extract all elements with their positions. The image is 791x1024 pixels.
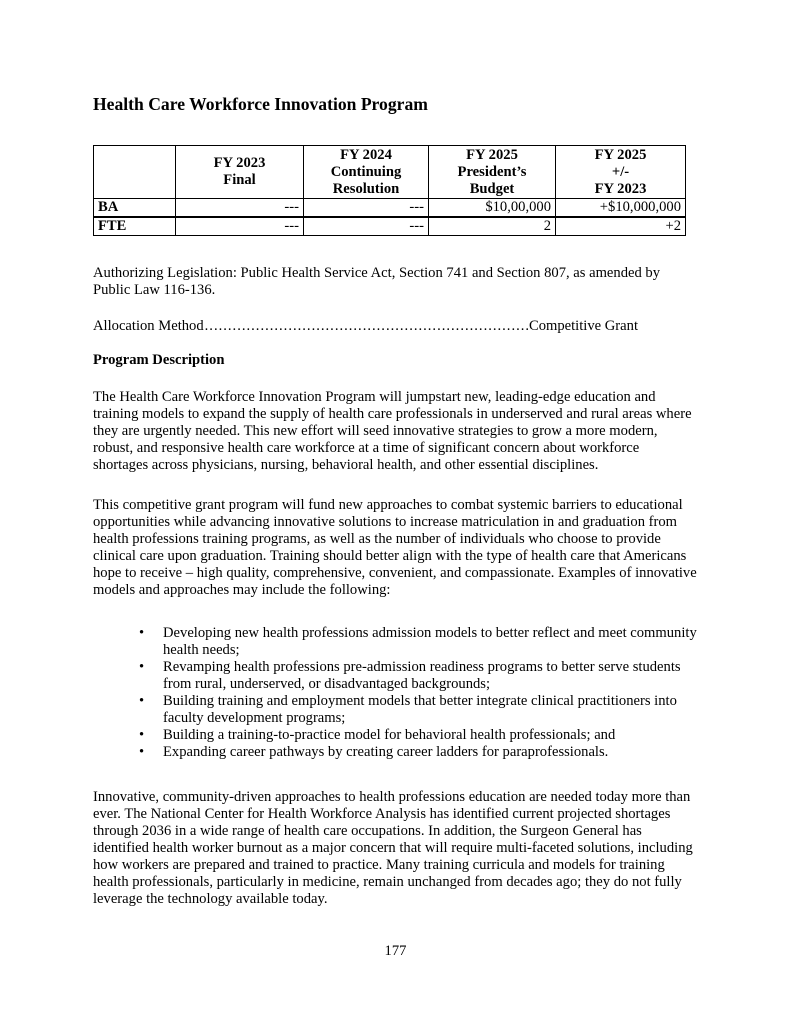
list-item — [139, 625, 699, 659]
table-header-corner — [94, 146, 176, 199]
list-item-text: Revamping health professions pre-admission readiness programs to better serve students from rural, underserved, or disadvantaged backgrounds; — [163, 659, 681, 692]
budget-table — [93, 145, 686, 236]
row-label: BA — [94, 199, 176, 218]
paragraph: The Health Care Workforce Innovation Program will jumpstart new, leading-edge education and training models to expand the supply of health care professionals in underserved and rural areas where they are urgently needed. This new effort will seed innovative strategies to grow a more modern, robust, and responsive health care workforce at a time of significant concern about workforce shortages across physicians, nursing, behavioral health, and other essential disciplines. — [93, 389, 692, 473]
list-item-text: Building training and employment models that better integrate clinical practitioners into faculty development programs; — [163, 693, 677, 726]
list-item — [139, 659, 699, 693]
table-cell: --- — [176, 199, 304, 218]
paragraph: This competitive grant program will fund new approaches to combat systemic barriers to educational opportunities while advancing innovative solutions to increase matriculation in and graduation from health professions training programs, as well as the number of individuals who choose to provide clinical care upon graduation. Training should better align with the type of health care that Americans hope to receive – high quality, comprehensive, convenient, and compassionate. Examples of innovative models and approaches may include the following: — [93, 497, 697, 598]
page-number: 177 — [384, 943, 407, 959]
bullet-icon: • — [139, 744, 145, 760]
table-row-ba — [94, 199, 686, 218]
allocation-label: Allocation Method — [93, 318, 204, 334]
table-cell: --- — [304, 199, 429, 218]
list-item-text: Building a training-to-practice model for behavioral health professionals; and — [163, 727, 616, 743]
bullet-icon: • — [139, 693, 145, 709]
bullet-icon: • — [139, 727, 145, 743]
table-cell: $10,00,000 — [429, 199, 556, 218]
list-item-text: Developing new health professions admission models to better reflect and meet community health needs; — [163, 625, 697, 658]
column-header-fy2025-pb: FY 2025 President’s Budget — [429, 146, 556, 199]
column-header-fy2024-cr: FY 2024 Continuing Resolution — [304, 146, 429, 199]
table-cell: --- — [304, 217, 429, 236]
column-header-fy2025-change: FY 2025 +/- FY 2023 — [556, 146, 686, 199]
page-title: Health Care Workforce Innovation Program — [93, 94, 428, 114]
list-item-text: Expanding career pathways by creating career ladders for paraprofessionals. — [163, 744, 609, 760]
bullet-list — [139, 625, 699, 761]
table-row-fte — [94, 217, 686, 236]
row-label: FTE — [94, 217, 176, 236]
table-header-row — [94, 146, 686, 199]
allocation-method — [93, 318, 638, 335]
paragraph: Innovative, community-driven approaches to health professions education are needed today more than ever. The National Center for Health Workforce Analysis has identified current projected shortages through 2036 in a wide range of health care occupations. In addition, the Surgeon General has identified health worker burnout as a major concern that will require multi-faceted solutions, including how workers are prepared and trained to practice. Many training curricula and models for training health professionals, particularly in medicine, remain unchanged from decades ago; they do not fully leverage the technology available today. — [93, 789, 693, 907]
dot-leader — [205, 318, 528, 335]
section-heading: Program Description — [93, 352, 225, 368]
table-cell: 2 — [429, 217, 556, 236]
authorizing-legislation: Authorizing Legislation: Public Health Service Act, Section 741 and Section 807, as amended by Public Law 116-136. — [93, 265, 661, 298]
table-cell: +$10,000,000 — [556, 199, 686, 218]
list-item — [139, 727, 699, 744]
allocation-value: Competitive Grant — [528, 318, 638, 334]
list-item — [139, 693, 699, 727]
table-cell: +2 — [556, 217, 686, 236]
bullet-icon: • — [139, 625, 145, 641]
table-cell: --- — [176, 217, 304, 236]
bullet-icon: • — [139, 659, 145, 675]
column-header-fy2023-final: FY 2023 Final — [176, 146, 304, 199]
list-item — [139, 744, 699, 761]
